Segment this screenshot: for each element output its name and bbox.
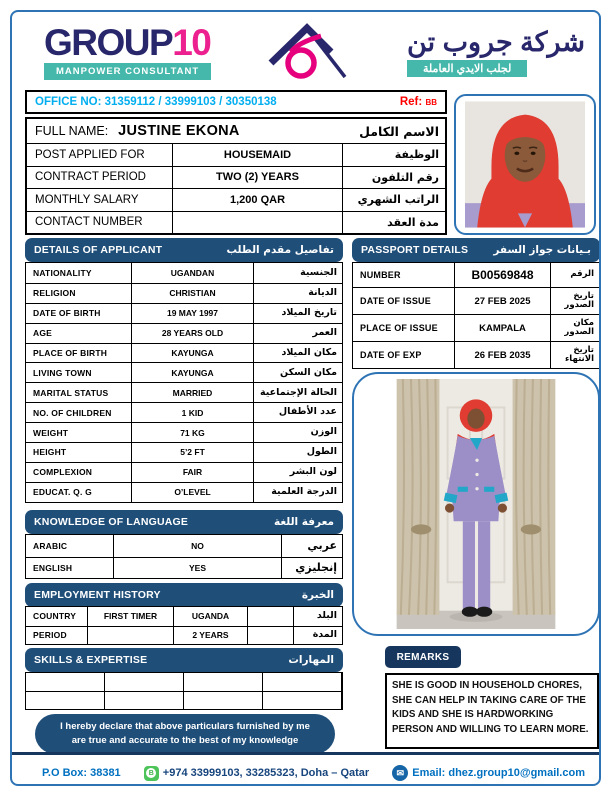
field-label: COMPLEXION — [26, 463, 132, 482]
botim-icon: B — [144, 766, 159, 781]
emblem-icon — [261, 18, 353, 86]
field-label: ARABIC — [26, 535, 114, 557]
ref-label: Ref: — [399, 96, 423, 108]
footer — [12, 760, 599, 786]
field-label-arabic: إنجليزي — [295, 560, 337, 574]
field-label-arabic: مكان الصدور — [564, 317, 594, 337]
employment-cell: FIRST TIMER — [88, 607, 174, 626]
field-value — [173, 212, 343, 234]
headshot-photo — [454, 94, 596, 235]
detail-row — [26, 323, 342, 343]
email-text: Email: dhez.group10@gmail.com — [412, 767, 585, 779]
language-title: KNOWLEDGE OF LANGUAGE — [34, 516, 189, 528]
field-value: YES — [114, 558, 282, 579]
applicant-summary-table — [25, 117, 447, 235]
field-label-arabic: عدد الأطفال — [278, 406, 337, 418]
header — [26, 16, 585, 88]
skill-name — [263, 673, 342, 691]
field-label-arabic: رقم التلفون — [371, 170, 439, 184]
employment-row — [26, 607, 342, 626]
field-value: 19 MAY 1997 — [132, 304, 254, 323]
field-label: DATE OF BIRTH — [26, 304, 132, 323]
passport-row — [353, 314, 599, 341]
passport-table — [352, 262, 600, 369]
skill-value — [26, 692, 105, 709]
details-title-arabic: تفاصيل مقدم الطلب — [226, 244, 334, 256]
detail-row — [26, 462, 342, 482]
logo-ten-text: 10 — [172, 22, 211, 63]
field-label-arabic: الراتب الشهري — [357, 193, 439, 207]
field-label: ENGLISH — [26, 558, 114, 579]
remarks-text: SHE IS GOOD IN HOUSEHOLD CHORES, SHE CAN HELP IN TAKING CARE OF THE KIDS AND SHE IS HARDWORKING PERSON AND WILLING TO LEARN MORE. — [385, 673, 599, 749]
detail-row — [26, 362, 342, 382]
employment-title: EMPLOYMENT HISTORY — [34, 589, 161, 601]
detail-row — [26, 442, 342, 462]
declaration-banner: I hereby declare that above particulars furnished by me are true and accurate to the best of my knowledge — [35, 714, 335, 754]
full-name-row — [27, 119, 445, 143]
remarks-badge: REMARKS — [385, 646, 461, 668]
passport-row — [353, 287, 599, 314]
skill-name — [184, 673, 263, 691]
employment-cell — [248, 607, 294, 626]
field-label: PLACE OF BIRTH — [26, 344, 132, 363]
field-label: DATE OF ISSUE — [353, 288, 455, 314]
summary-row — [27, 143, 445, 166]
summary-row — [27, 166, 445, 189]
field-value: KAYUNGA — [132, 363, 254, 382]
field-label: COUNTRY — [26, 607, 88, 626]
skills-value-row — [26, 691, 342, 709]
field-label: MONTHLY SALARY — [27, 189, 173, 211]
field-label-arabic: الديانة — [308, 287, 337, 299]
detail-row — [26, 382, 342, 402]
field-label: EDUCAT. Q. G — [26, 483, 132, 502]
skill-name — [105, 673, 184, 691]
logo-group-text: GROUP — [44, 22, 173, 63]
employment-cell: UGANDA — [174, 607, 248, 626]
field-value: 1 KID — [132, 403, 254, 422]
employment-title-arabic: الخبرة — [301, 589, 334, 601]
skill-value — [105, 692, 184, 709]
detail-row — [26, 283, 342, 303]
field-label: AGE — [26, 324, 132, 343]
field-label-arabic: المدة — [312, 629, 337, 641]
field-label: NO. OF CHILDREN — [26, 403, 132, 422]
field-label-arabic: مكان الميلاد — [281, 346, 337, 358]
field-value: UGANDAN — [132, 263, 254, 283]
field-value: NO — [114, 535, 282, 557]
employment-table — [25, 606, 343, 645]
skills-section-header — [25, 648, 343, 672]
detail-row — [26, 402, 342, 422]
pobox-text: P.O Box: 38381 — [42, 767, 121, 779]
field-label-arabic: الحالة الإجتماعية — [260, 386, 337, 398]
field-label: PLACE OF ISSUE — [353, 315, 455, 341]
cv-page-frame — [10, 10, 601, 786]
employment-row — [26, 626, 342, 645]
employment-section-header — [25, 583, 343, 607]
language-table — [25, 534, 343, 579]
field-label-arabic: مدة العقد — [387, 215, 439, 229]
field-label: WEIGHT — [26, 423, 132, 442]
field-label-arabic: تاريخ الميلاد — [281, 307, 337, 318]
employment-cell — [248, 627, 294, 645]
field-label-arabic: العمر — [312, 326, 337, 338]
detail-row — [26, 343, 342, 363]
field-label-arabic: الوظيفة — [394, 148, 439, 162]
field-label: CONTACT NUMBER — [27, 212, 173, 234]
field-label-arabic: الدرجة العلمية — [271, 486, 337, 498]
field-value: MARRIED — [132, 383, 254, 402]
detail-row — [26, 422, 342, 442]
skill-value — [263, 692, 342, 709]
field-value: TWO (2) YEARS — [173, 167, 343, 189]
field-value: B00569848 — [455, 263, 551, 287]
skills-title: SKILLS & EXPERTISE — [34, 654, 148, 666]
phone-contact — [144, 766, 369, 781]
field-label-arabic: تاريخ الانتهاء — [564, 344, 594, 364]
detail-row — [26, 263, 342, 283]
field-label-arabic: البلد — [316, 610, 337, 622]
details-section-header — [25, 238, 343, 262]
detail-row — [26, 303, 342, 323]
field-label: DATE OF EXP — [353, 342, 455, 368]
ref-code — [400, 96, 437, 108]
field-label-arabic: عربي — [307, 538, 337, 552]
company-name-arabic — [403, 27, 585, 76]
field-value: 27 FEB 2025 — [455, 288, 551, 314]
summary-row — [27, 188, 445, 211]
field-value: 26 FEB 2035 — [455, 342, 551, 368]
field-label-arabic: الطول — [306, 446, 337, 458]
field-label: HEIGHT — [26, 443, 132, 462]
field-value: 5’2 FT — [132, 443, 254, 462]
passport-section-header — [352, 238, 600, 262]
email-icon: ✉ — [392, 765, 408, 781]
language-row — [26, 557, 342, 579]
full-body-photo — [352, 372, 600, 636]
logo-wordmark — [44, 24, 210, 61]
arabic-title: شركة جروب تن — [407, 27, 585, 58]
field-value: CHRISTIAN — [132, 284, 254, 303]
phone-text: +974 33999103, 33285323, Doha – Qatar — [162, 767, 370, 779]
field-value: HOUSEMAID — [173, 144, 343, 166]
skills-title-arabic: المهارات — [288, 654, 334, 666]
office-number: OFFICE NO: 31359112 / 33999103 / 30350138 — [35, 96, 277, 108]
field-value: KAMPALA — [455, 315, 551, 341]
language-title-arabic: معرفة اللغة — [274, 516, 334, 528]
skills-table — [25, 672, 343, 710]
employment-cell: 2 YEARS — [174, 627, 248, 645]
detail-row — [26, 482, 342, 502]
passport-title-arabic: بـيانات جواز السفر — [493, 244, 591, 256]
footer-divider — [12, 752, 599, 755]
field-value: O’LEVEL — [132, 483, 254, 502]
arabic-tagline: لجلب الايدي العاملة — [407, 60, 527, 77]
full-name-label-arabic: الاسم الكامل — [359, 123, 439, 139]
full-name-value: JUSTINE EKONA — [118, 123, 240, 139]
passport-row — [353, 263, 599, 287]
field-label: LIVING TOWN — [26, 363, 132, 382]
field-label-arabic: مكان السكن — [280, 366, 337, 378]
field-value: FAIR — [132, 463, 254, 482]
field-value: KAYUNGA — [132, 344, 254, 363]
field-label: CONTRACT PERIOD — [27, 167, 173, 189]
field-label-arabic: الوزن — [310, 426, 337, 438]
passport-row — [353, 341, 599, 368]
summary-row — [27, 211, 445, 234]
field-value: 1,200 QAR — [173, 189, 343, 211]
language-row — [26, 535, 342, 557]
field-label: NUMBER — [353, 263, 455, 287]
language-section-header — [25, 510, 343, 534]
details-table — [25, 262, 343, 503]
skill-name — [26, 673, 105, 691]
field-label: POST APPLIED FOR — [27, 144, 173, 166]
company-logo — [26, 24, 211, 80]
details-title: DETAILS OF APPLICANT — [34, 244, 163, 256]
field-label: PERIOD — [26, 627, 88, 645]
passport-title: PASSPORT DETAILS — [361, 244, 469, 256]
full-name-label: FULL NAME: — [35, 124, 109, 138]
field-label: MARITAL STATUS — [26, 383, 132, 402]
field-value: 28 YEARS OLD — [132, 324, 254, 343]
field-value: 71 KG — [132, 423, 254, 442]
email-contact — [392, 765, 585, 781]
employment-cell — [88, 627, 174, 645]
skills-header-row — [26, 673, 342, 691]
ref-value: BB — [425, 98, 437, 107]
logo-tagline: MANPOWER CONSULTANT — [44, 63, 211, 80]
field-label: NATIONALITY — [26, 263, 132, 283]
field-label-arabic: تاريخ الصدور — [564, 290, 594, 310]
field-label-arabic: لون البشر — [289, 466, 337, 478]
field-label: RELIGION — [26, 284, 132, 303]
office-number-bar — [25, 90, 447, 114]
skill-value — [184, 692, 263, 709]
field-label-arabic: الرقم — [570, 269, 594, 280]
field-label-arabic: الجنسية — [300, 266, 337, 278]
